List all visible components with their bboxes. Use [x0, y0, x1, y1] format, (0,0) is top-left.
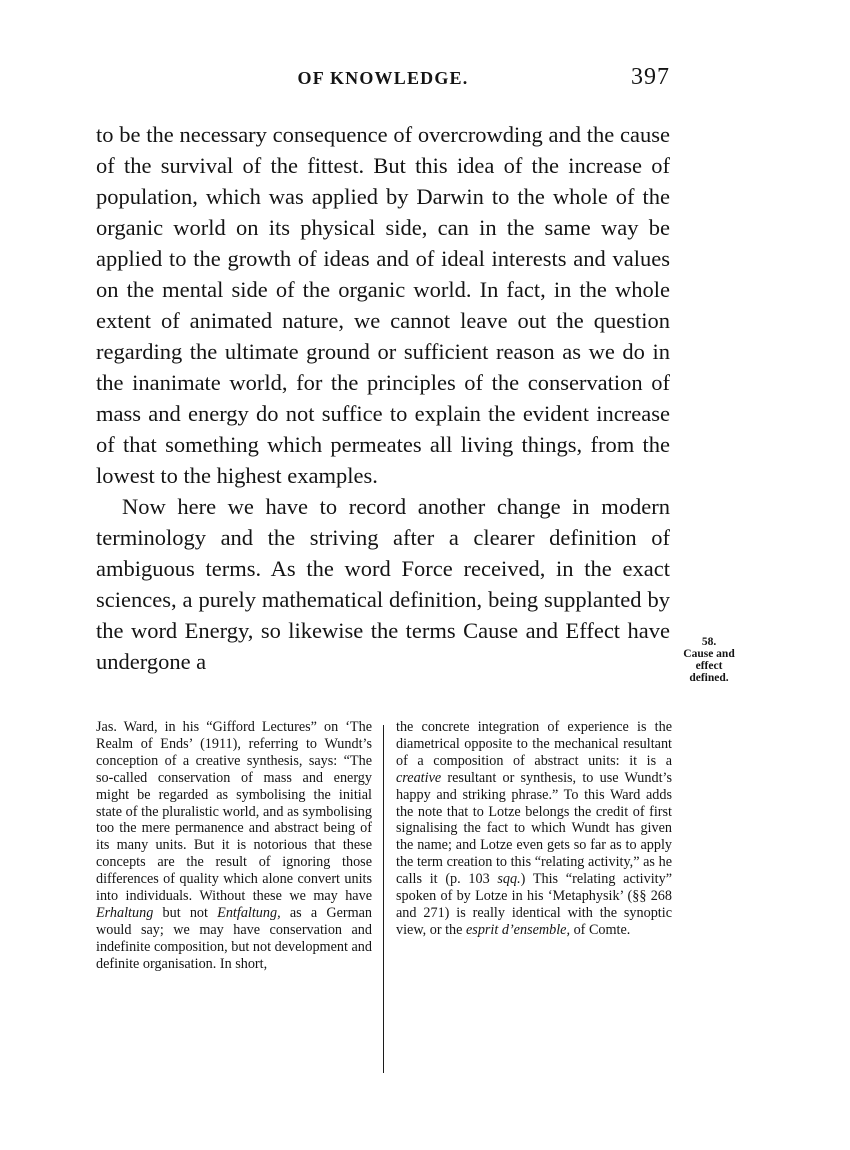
footnote-segment: the concrete integration of experience is the diametrical opposite to the mechanical resultant of a composition of abstract units: it is a: [396, 719, 672, 769]
footnote-segment: Jas. Ward, in his “Gifford Lectures” on ‘The Realm of Ends’ (1911), referring to Wundt’s conception of a creative synthesis, says: “The so-called conservation of mass and energy might be regarded as symbolising the initial state of the pluralistic world, and as symbolising too the mere permanence and abstract being of its many units. But it is notorious that these concepts are the result of ignoring those differences of quality which alone convert units into individuals. Without these we may have: [96, 719, 372, 905]
footnote-text: [96, 719, 372, 973]
main-text: [96, 119, 670, 677]
footnote-segment: as a German would say; we may have conservation and indefinite composition, but not development and definite organisation. In short,: [96, 904, 373, 972]
page-number: 397: [631, 64, 670, 90]
footnote-segment: of Comte.: [573, 921, 631, 938]
footnote-column-right: [396, 719, 672, 939]
margin-note: [680, 636, 738, 684]
footnote-italic: esprit d’ensemble,: [466, 921, 571, 938]
margin-note-text: Cause and effect defined.: [683, 648, 735, 684]
footnote-area: [96, 719, 671, 1079]
footnote-column-left: [96, 719, 372, 973]
footnote-segment: ) This “relating activity” spoken of by Lotze in his ‘Metaphysik’ (§§ 268 and 271) is really identical with the synoptic view, or the: [396, 871, 672, 938]
footnote-italic: creative: [396, 769, 442, 786]
page-header: [96, 64, 670, 102]
column-divider: [383, 725, 384, 1073]
footnote-italic: sqq.: [497, 871, 521, 888]
footnote-segment: but not: [162, 904, 208, 921]
running-head: OF KNOWLEDGE.: [297, 68, 469, 88]
paragraph: Now here we have to record another change in modern terminology and the striving after a clearer definition of ambiguous terms. As the word Force received, in the exact sciences, a purely mathematical definition, being supplanted by the word Energy, so likewise the terms Cause and Effect have undergone a: [96, 494, 670, 674]
footnote-italic: Erhaltung: [96, 904, 154, 921]
footnote-italic: Entfaltung,: [217, 904, 281, 921]
footnote-segment: resultant or synthesis, to use Wundt’s happy and striking phrase.” To this Ward adds the note that to Lotze belongs the credit of first signalising the fact to which Wundt has given the name; and Lotze even gets so far as to apply the term creation to this “relating activity,” as he calls it (p. 103: [396, 769, 672, 888]
footnote-text: [396, 719, 672, 939]
margin-note-number: 58.: [701, 636, 717, 648]
paragraph: to be the necessary consequence of overcrowding and the cause of the survival of the fittest. But this idea of the increase of population, which was applied by Darwin to the whole of the organic world on its physical side, can in the same way be applied to the growth of ideas and of ideal interests and values on the mental side of the organic world. In fact, in the whole extent of animated nature, we cannot leave out the question regarding the ultimate ground or sufficient reason as we do in the inanimate world, for the principles of the conservation of mass and energy do not suffice to explain the evident increase of that something which permeates all living things, from the lowest to the highest examples.: [96, 122, 670, 488]
